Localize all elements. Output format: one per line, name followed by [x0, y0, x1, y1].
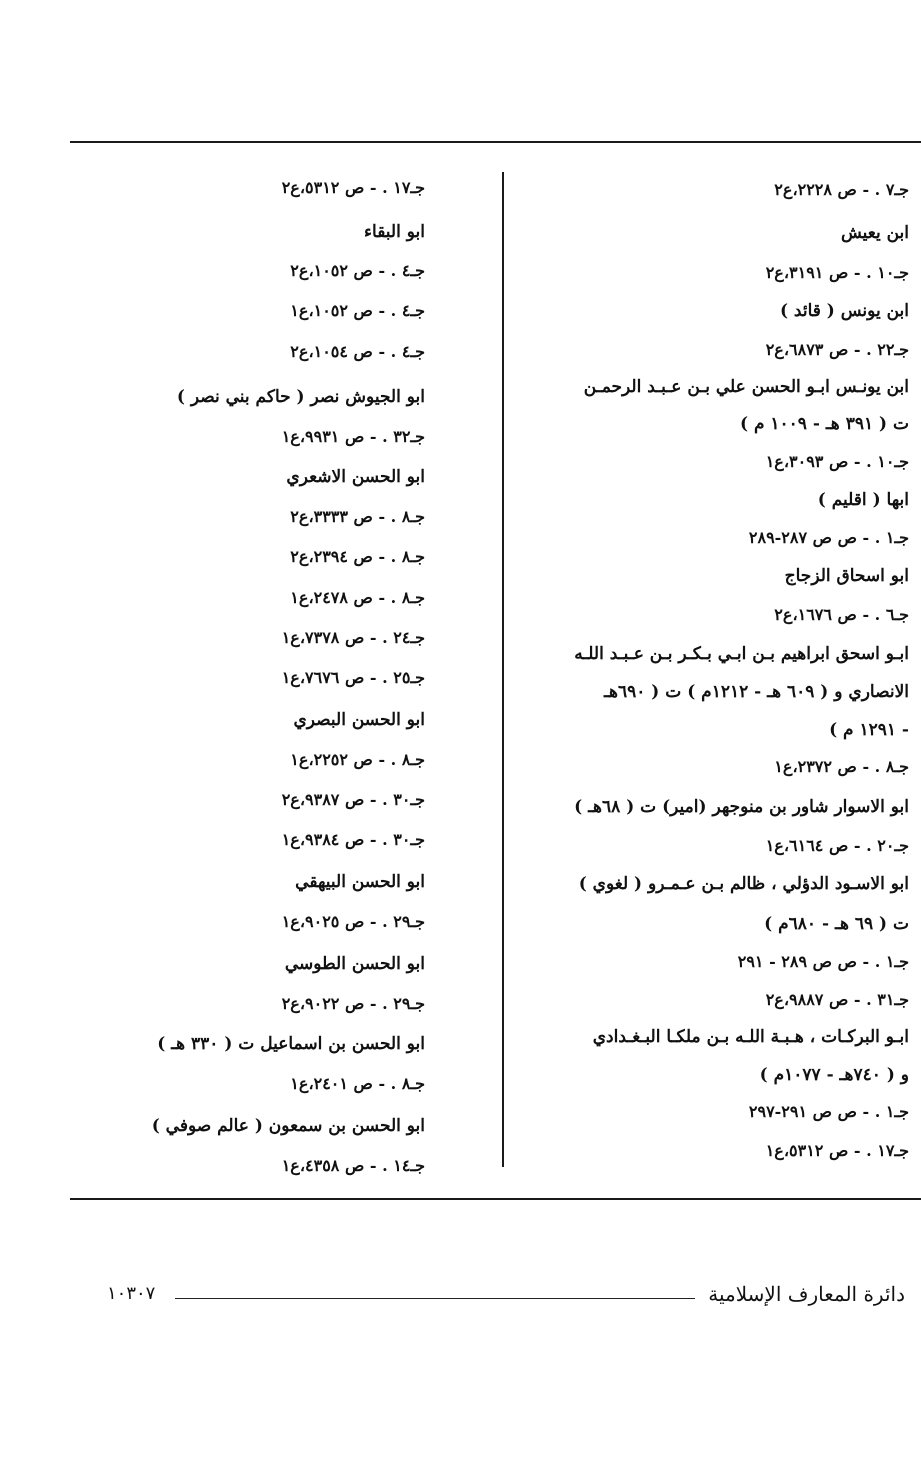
left-entry-reference: جـ٨ . - ص ٣٣٣٣،ع٢	[290, 507, 425, 526]
left-entry-reference: جـ٢٩ . - ص ٩٠٢٢،ع٢	[281, 994, 425, 1013]
right-entry-heading: ابو الاسـود الدؤلي ، ظالم بـن عـمـرو ( لغوي )	[578, 874, 909, 894]
left-entry-reference: جـ١٤ . - ص ٤٣٥٨،ع١	[281, 1156, 425, 1175]
right-entry-reference: جـ٣١ . - ص ٩٨٨٧،ع٢	[765, 990, 909, 1009]
right-entry-heading: - ١٢٩١ م )	[829, 720, 909, 740]
left-entry-heading: ابو الحسن بن سمعون ( عالم صوفي )	[151, 1116, 425, 1136]
right-entry-reference: جـ١٠ . - ص ٣١٩١،ع٢	[765, 263, 909, 282]
left-entry-reference: جـ٣٠ . - ص ٩٣٨٧،ع٢	[281, 790, 425, 809]
left-entry-reference: جـ٣٢ . - ص ٩٩٣١،ع١	[281, 427, 425, 446]
right-entry-heading: ابو اسحاق الزجاج	[784, 566, 909, 586]
right-entry-reference: جـ١٧ . - ص ٥٣١٢،ع١	[765, 1141, 909, 1160]
right-entry-reference: جـ٦ . - ص ١٦٧٦،ع٢	[774, 605, 909, 624]
right-entry-heading: ت ( ٣٩١ هـ - ١٠٠٩ م )	[740, 414, 909, 434]
left-entry-reference: جـ٤ . - ص ١٠٥٢،ع١	[290, 301, 425, 320]
left-entry-heading: ابو الجيوش نصر ( حاكم بني نصر )	[176, 387, 425, 407]
left-entry-reference: جـ٤ . - ص ١٠٥٢،ع٢	[290, 261, 425, 280]
right-entry-heading: ت ( ٦٩ هـ - ٦٨٠م )	[764, 914, 909, 934]
right-entry-reference: جـ١ . - ص ص ٢٨٩ - ٢٩١	[737, 952, 909, 971]
bottom-rule	[70, 1198, 921, 1200]
right-entry-heading: ابن يونـس ابـو الحسن علي بـن عـبـد الرحمـن	[583, 377, 909, 397]
left-entry-heading: ابو الحسن بن اسماعيل ت ( ٣٣٠ هـ )	[157, 1034, 425, 1054]
right-entry-heading: ابـو البركـات ، هـبـة اللـه بـن ملكـا البـغـدادي	[592, 1027, 909, 1047]
right-entry-reference: جـ٨ . - ص ٢٣٧٢،ع١	[774, 757, 909, 776]
right-entry-reference: جـ١ . - ص ص ٢٩١-٢٩٧	[748, 1102, 909, 1121]
right-entry-heading: و ( ٧٤٠هـ - ١٠٧٧م )	[759, 1065, 909, 1085]
footer-title: دائرة المعارف الإسلامية	[708, 1282, 905, 1306]
top-rule	[70, 141, 921, 143]
left-entry-reference: جـ٣٠ . - ص ٩٣٨٤،ع١	[281, 830, 425, 849]
left-entry-reference: جـ٢٤ . - ص ٧٣٧٨،ع١	[281, 628, 425, 647]
left-entry-reference: جـ٨ . - ص ٢٤٧٨،ع١	[290, 588, 425, 607]
right-entry-heading: ابها ( اقليم )	[817, 490, 909, 510]
right-entry-reference: جـ١٠ . - ص ٣٠٩٣،ع١	[765, 452, 909, 471]
left-entry-heading: ابو الحسن البصري	[293, 710, 425, 730]
right-entry-heading: ابـو اسحق ابراهيم بـن ابـي بـكـر بـن عـبـد اللـه	[574, 644, 909, 664]
right-entry-heading: ابن يعيش	[840, 223, 909, 243]
left-entry-heading: ابو البقاء	[364, 222, 425, 242]
left-entry-reference: جـ٨ . - ص ٢٣٩٤،ع٢	[290, 547, 425, 566]
left-entry-reference: جـ٢٥ . - ص ٧٦٧٦،ع١	[281, 668, 425, 687]
left-entry-heading: ابو الحسن الطوسي	[284, 954, 425, 974]
left-entry-reference: جـ١٧ . - ص ٥٣١٢،ع٢	[281, 178, 425, 197]
left-entry-heading: ابو الحسن البيهقي	[295, 872, 425, 892]
right-entry-reference: جـ٢٠ . - ص ٦١٦٤،ع١	[765, 836, 909, 855]
right-entry-reference: جـ٢٢ . - ص ٦٨٧٣،ع٢	[765, 340, 909, 359]
column-divider	[502, 172, 504, 1167]
left-entry-reference: جـ٨ . - ص ٢٢٥٢،ع١	[290, 750, 425, 769]
right-entry-heading: الانصاري و ( ٦٠٩ هـ - ١٢١٢م ) ت ( ٦٩٠هـ	[604, 682, 909, 702]
right-entry-reference: جـ١ . - ص ص ٢٨٧-٢٨٩	[748, 528, 909, 547]
right-entry-reference: جـ٧ . - ص ٢٢٢٨،ع٢	[774, 180, 909, 199]
right-entry-heading: ابو الاسوار شاور بن منوجهر (امير) ت ( ٦٨هـ )	[574, 797, 909, 817]
left-entry-reference: جـ٤ . - ص ١٠٥٤،ع٢	[290, 342, 425, 361]
right-entry-heading: ابن يونس ( قائد )	[779, 301, 909, 321]
left-entry-reference: جـ٢٩ . - ص ٩٠٢٥،ع١	[281, 912, 425, 931]
left-entry-heading: ابو الحسن الاشعري	[286, 467, 425, 487]
page-number: ١٠٣٠٧	[107, 1283, 156, 1304]
left-entry-reference: جـ٨ . - ص ٢٤٠١،ع١	[290, 1074, 425, 1093]
footer-leader-line	[175, 1298, 695, 1299]
